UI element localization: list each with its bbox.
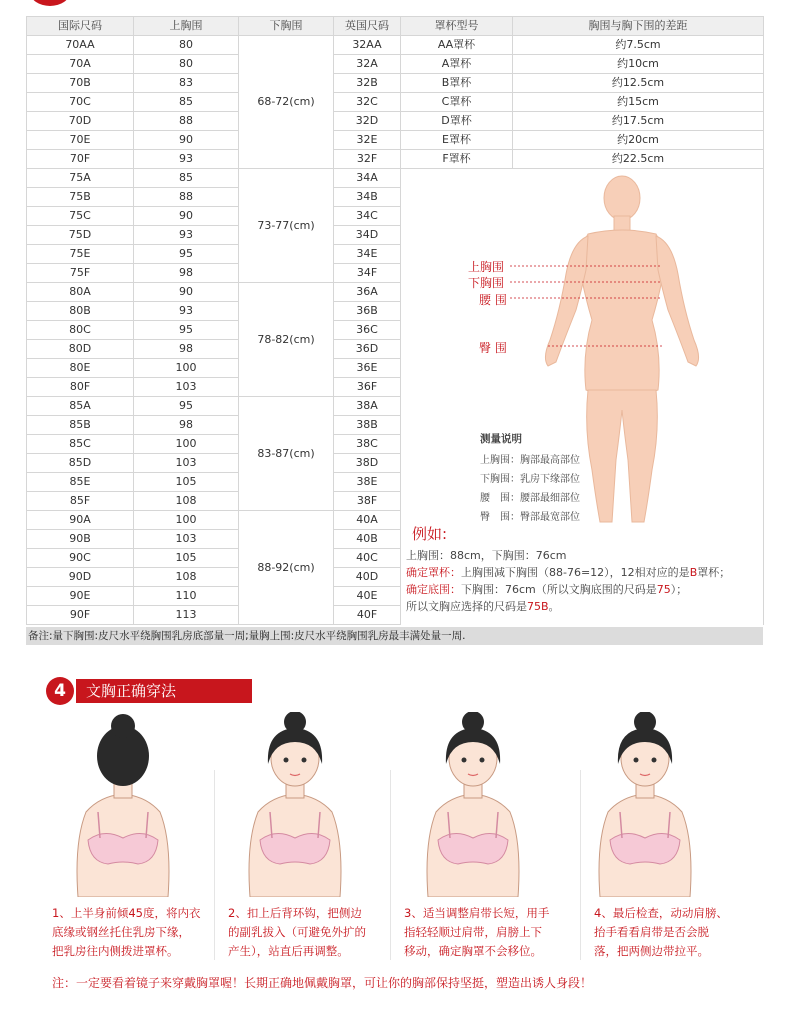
cell-upper-bust: 108 xyxy=(134,568,239,587)
cell-difference: 约7.5cm xyxy=(513,36,764,55)
example-box xyxy=(406,526,766,615)
footer-note: 注：一定要看着镜子来穿戴胸罩喔！长期正确地佩戴胸罩，可让你的胸部保持坚挺，塑造出诱人身段！ xyxy=(52,976,593,990)
cell-uk-size: 38E xyxy=(334,473,401,492)
cell-uk-size: 34B xyxy=(334,188,401,207)
label-upper-bust: 上胸围 xyxy=(468,260,505,274)
cell-upper-bust: 95 xyxy=(134,321,239,340)
cell-upper-bust: 93 xyxy=(134,302,239,321)
example-cup-value: B xyxy=(689,566,698,579)
cell-intl-size: 70E xyxy=(27,131,134,150)
cell-upper-bust: 110 xyxy=(134,587,239,606)
legend-item: 上胸围：胸部最高部位 xyxy=(480,455,580,466)
cell-intl-size: 75F xyxy=(27,264,134,283)
cell-upper-bust: 100 xyxy=(134,435,239,454)
cell-uk-size: 36D xyxy=(334,340,401,359)
cell-under-bust: 68-72(cm) xyxy=(239,36,334,169)
cell-under-bust: 88-92(cm) xyxy=(239,511,334,625)
step-line: 4、最后检查，动动肩膀、 xyxy=(594,906,728,920)
header-decoration xyxy=(30,0,70,6)
step-line: 把乳房往内侧拨进罩杯。 xyxy=(52,944,179,958)
cell-upper-bust: 95 xyxy=(134,245,239,264)
cell-uk-size: 36A xyxy=(334,283,401,302)
step-2-illustration-icon xyxy=(210,712,380,897)
cell-upper-bust: 88 xyxy=(134,112,239,131)
cell-uk-size: 38A xyxy=(334,397,401,416)
cell-intl-size: 70A xyxy=(27,55,134,74)
cell-difference: 约22.5cm xyxy=(513,150,764,169)
step-4-illustration-icon xyxy=(560,712,730,897)
table-header-row xyxy=(27,17,764,36)
header-under-bust: 下胸围 xyxy=(239,17,334,36)
cell-upper-bust: 93 xyxy=(134,150,239,169)
cell-uk-size: 40F xyxy=(334,606,401,625)
example-line-1 xyxy=(406,547,766,564)
cell-intl-size: 90C xyxy=(27,549,134,568)
cell-upper-bust: 88 xyxy=(134,188,239,207)
cell-intl-size: 75D xyxy=(27,226,134,245)
cell-uk-size: 34F xyxy=(334,264,401,283)
cell-upper-bust: 90 xyxy=(134,131,239,150)
section-number: 4 xyxy=(46,677,74,705)
cell-intl-size: 75A xyxy=(27,169,134,188)
step-line: 落，把两侧边带拉平。 xyxy=(594,944,709,958)
cell-upper-bust: 100 xyxy=(134,511,239,530)
cell-uk-size: 36F xyxy=(334,378,401,397)
step-line: 2、扣上后背环钩，把侧边 xyxy=(228,906,362,920)
step-separator xyxy=(214,770,215,960)
step-3-illustration-icon xyxy=(388,712,558,897)
cell-intl-size: 90E xyxy=(27,587,134,606)
cell-upper-bust: 113 xyxy=(134,606,239,625)
example-band-text: 下胸围：76cm（所以文胸底围的尺码是 xyxy=(461,583,657,596)
example-result-suffix: 。 xyxy=(548,600,560,613)
cell-intl-size: 80E xyxy=(27,359,134,378)
step-3-text xyxy=(404,904,549,961)
cell-intl-size: 75C xyxy=(27,207,134,226)
cell-uk-size: 40B xyxy=(334,530,401,549)
table-row xyxy=(27,150,764,169)
example-line-3 xyxy=(406,581,766,598)
cell-uk-size: 34E xyxy=(334,245,401,264)
cell-intl-size: 85A xyxy=(27,397,134,416)
example-cup-label: 确定罩杯： xyxy=(406,566,461,579)
cell-intl-size: 90F xyxy=(27,606,134,625)
cell-under-bust: 78-82(cm) xyxy=(239,283,334,397)
cell-upper-bust: 103 xyxy=(134,454,239,473)
cell-intl-size: 90A xyxy=(27,511,134,530)
cell-intl-size: 80B xyxy=(27,302,134,321)
step-line: 的副乳拔入（可避免外扩的 xyxy=(228,925,366,939)
example-heading: 例如: xyxy=(412,525,448,543)
cell-upper-bust: 98 xyxy=(134,264,239,283)
cell-intl-size: 85F xyxy=(27,492,134,511)
label-waist: 腰 围 xyxy=(479,293,507,307)
cell-upper-bust: 105 xyxy=(134,473,239,492)
step-1-illustration-icon xyxy=(38,712,208,897)
step-line: 产生），站直后再调整。 xyxy=(228,944,349,958)
cell-uk-size: 36B xyxy=(334,302,401,321)
cell-difference: 约10cm xyxy=(513,55,764,74)
cell-upper-bust: 83 xyxy=(134,74,239,93)
cell-cup-type: C罩杯 xyxy=(401,93,513,112)
example-cup-text: 上胸围减下胸围（88-76=12），12相对应的是 xyxy=(461,566,690,579)
cell-uk-size: 32B xyxy=(334,74,401,93)
table-row xyxy=(27,112,764,131)
cell-difference: 约15cm xyxy=(513,93,764,112)
step-line: 底缘或钢丝托住乳房下缘， xyxy=(52,925,190,939)
cell-intl-size: 80D xyxy=(27,340,134,359)
step-2-text xyxy=(228,904,366,961)
legend-item: 腰 围：腰部最细部位 xyxy=(480,493,580,504)
step-line: 1、上半身前倾45度，将内衣 xyxy=(52,906,201,920)
cell-uk-size: 36C xyxy=(334,321,401,340)
cell-intl-size: 90D xyxy=(27,568,134,587)
cell-upper-bust: 85 xyxy=(134,169,239,188)
cell-cup-type: A罩杯 xyxy=(401,55,513,74)
cell-uk-size: 34C xyxy=(334,207,401,226)
example-cup-suffix: 罩杯； xyxy=(697,566,731,579)
cell-under-bust: 83-87(cm) xyxy=(239,397,334,511)
table-row xyxy=(27,55,764,74)
header-uk-size: 英国尺码 xyxy=(334,17,401,36)
cell-intl-size: 75E xyxy=(27,245,134,264)
table-row xyxy=(27,93,764,112)
cell-uk-size: 32D xyxy=(334,112,401,131)
cell-uk-size: 32A xyxy=(334,55,401,74)
measure-legend xyxy=(480,430,580,527)
table-row xyxy=(27,36,764,55)
cell-intl-size: 80C xyxy=(27,321,134,340)
cell-cup-type: B罩杯 xyxy=(401,74,513,93)
cell-upper-bust: 105 xyxy=(134,549,239,568)
table-note: 备注:量下胸围:皮尺水平绕胸围乳房底部量一周;量胸上围:皮尺水平绕胸围乳房最丰满处量一周. xyxy=(26,627,763,645)
header-upper-bust: 上胸围 xyxy=(134,17,239,36)
cell-upper-bust: 103 xyxy=(134,530,239,549)
cell-cup-type: AA罩杯 xyxy=(401,36,513,55)
cell-intl-size: 70AA xyxy=(27,36,134,55)
cell-upper-bust: 85 xyxy=(134,93,239,112)
cell-intl-size: 70F xyxy=(27,150,134,169)
step-1-text xyxy=(52,904,200,961)
cell-uk-size: 40D xyxy=(334,568,401,587)
step-separator xyxy=(580,770,581,960)
cell-uk-size: 38D xyxy=(334,454,401,473)
cell-uk-size: 38C xyxy=(334,435,401,454)
section-title: 文胸正确穿法 xyxy=(76,679,252,703)
cell-intl-size: 80A xyxy=(27,283,134,302)
cell-uk-size: 36E xyxy=(334,359,401,378)
step-line: 抬手看看肩带是否会脱 xyxy=(594,925,709,939)
header-cup-type: 罩杯型号 xyxy=(401,17,513,36)
example-line-4 xyxy=(406,598,766,615)
cell-intl-size: 70C xyxy=(27,93,134,112)
step-line: 3、适当调整肩带长短，用手 xyxy=(404,906,550,920)
cell-under-bust: 73-77(cm) xyxy=(239,169,334,283)
cell-intl-size: 85C xyxy=(27,435,134,454)
cell-uk-size: 32F xyxy=(334,150,401,169)
cell-upper-bust: 80 xyxy=(134,36,239,55)
label-lower-bust: 下胸围 xyxy=(468,276,505,290)
cell-upper-bust: 100 xyxy=(134,359,239,378)
cell-cup-type: F罩杯 xyxy=(401,150,513,169)
table-row xyxy=(27,74,764,93)
cell-upper-bust: 95 xyxy=(134,397,239,416)
cell-upper-bust: 108 xyxy=(134,492,239,511)
cell-uk-size: 32C xyxy=(334,93,401,112)
cell-intl-size: 85B xyxy=(27,416,134,435)
cell-intl-size: 75B xyxy=(27,188,134,207)
legend-item: 臀 围：臀部最宽部位 xyxy=(480,512,580,523)
cell-difference: 约12.5cm xyxy=(513,74,764,93)
cell-upper-bust: 90 xyxy=(134,283,239,302)
example-result-value: 75B xyxy=(527,600,549,613)
example-measure: 上胸围：88cm，下胸围：76cm xyxy=(406,549,567,562)
cell-intl-size: 90B xyxy=(27,530,134,549)
legend-item: 下胸围：乳房下缘部位 xyxy=(480,474,580,485)
step-separator xyxy=(390,770,391,960)
cell-uk-size: 40C xyxy=(334,549,401,568)
cell-uk-size: 32AA xyxy=(334,36,401,55)
example-band-suffix: ）； xyxy=(670,583,688,596)
cell-intl-size: 70B xyxy=(27,74,134,93)
cell-upper-bust: 98 xyxy=(134,340,239,359)
cell-intl-size: 70D xyxy=(27,112,134,131)
example-line-2 xyxy=(406,564,766,581)
cell-uk-size: 38B xyxy=(334,416,401,435)
header-difference: 胸围与胸下围的差距 xyxy=(513,17,764,36)
body-figure-icon xyxy=(400,170,762,530)
cell-difference: 约17.5cm xyxy=(513,112,764,131)
header-intl-size: 国际尺码 xyxy=(27,17,134,36)
step-line: 指轻轻顺过肩带，肩膀上下 xyxy=(404,925,542,939)
table-row xyxy=(27,131,764,150)
cell-upper-bust: 103 xyxy=(134,378,239,397)
example-band-label: 确定底围： xyxy=(406,583,461,596)
cell-difference: 约20cm xyxy=(513,131,764,150)
cell-upper-bust: 98 xyxy=(134,416,239,435)
legend-title: 测量说明 xyxy=(480,433,522,445)
label-hip: 臀 围 xyxy=(479,341,507,355)
example-result-text: 所以文胸应选择的尺码是 xyxy=(406,600,527,613)
example-band-value: 75 xyxy=(656,583,671,596)
cell-cup-type: E罩杯 xyxy=(401,131,513,150)
cell-upper-bust: 80 xyxy=(134,55,239,74)
cell-uk-size: 40E xyxy=(334,587,401,606)
cell-intl-size: 85E xyxy=(27,473,134,492)
cell-uk-size: 32E xyxy=(334,131,401,150)
cell-upper-bust: 93 xyxy=(134,226,239,245)
cell-uk-size: 34D xyxy=(334,226,401,245)
cell-uk-size: 34A xyxy=(334,169,401,188)
cell-intl-size: 85D xyxy=(27,454,134,473)
cell-uk-size: 38F xyxy=(334,492,401,511)
cell-upper-bust: 90 xyxy=(134,207,239,226)
cell-intl-size: 80F xyxy=(27,378,134,397)
cell-cup-type: D罩杯 xyxy=(401,112,513,131)
step-4-text xyxy=(594,904,728,961)
step-line: 移动，确定胸罩不会移位。 xyxy=(404,944,542,958)
cell-uk-size: 40A xyxy=(334,511,401,530)
